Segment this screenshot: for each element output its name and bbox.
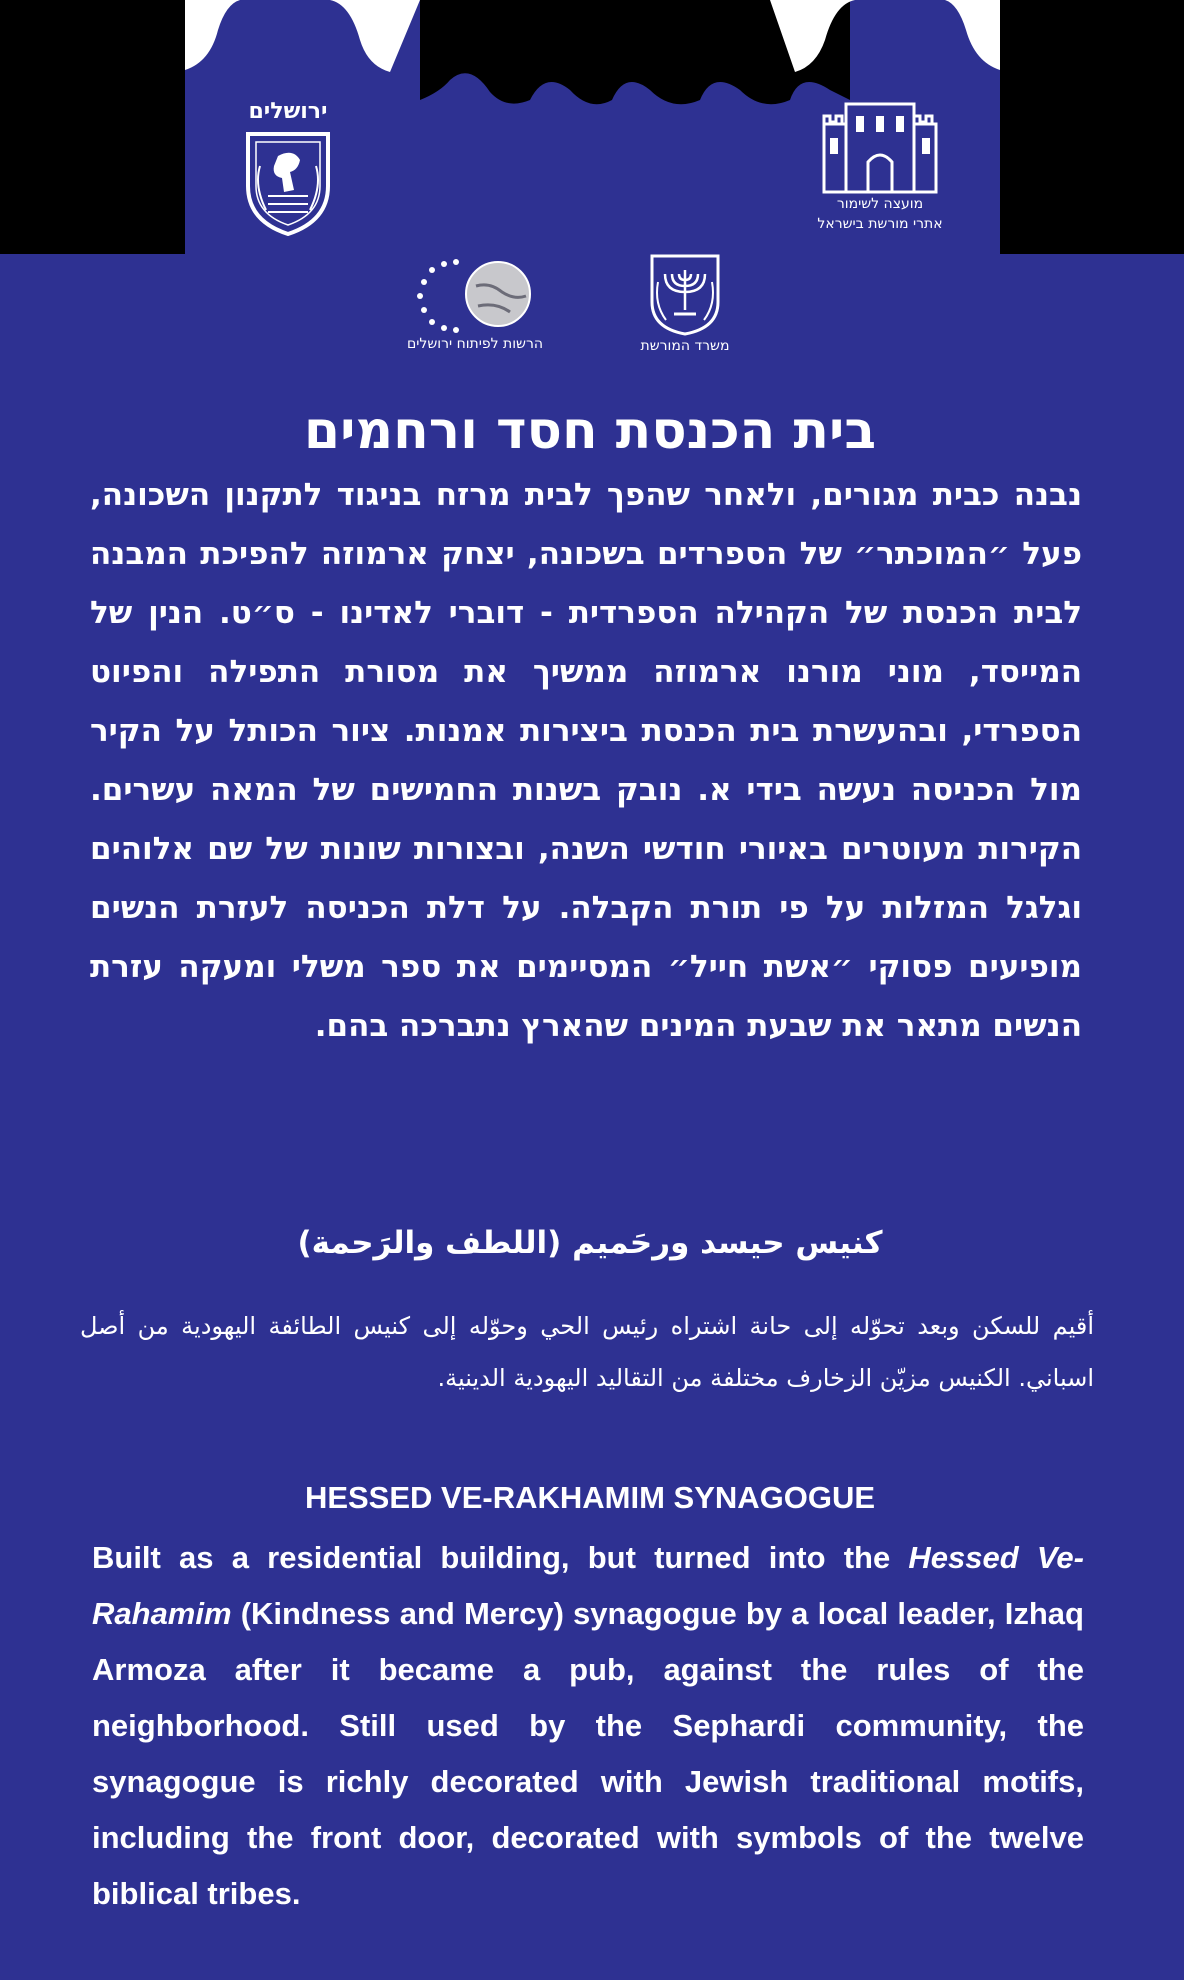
heritage-council-logo bbox=[780, 98, 980, 234]
english-title: HESSED VE-RAKHAMIM SYNAGOGUE bbox=[304, 1480, 876, 1515]
heritage-ministry-logo bbox=[630, 252, 740, 356]
english-body-part1: Built as a residential building, but turned into the bbox=[92, 1540, 909, 1575]
jerusalem-lion-emblem-icon bbox=[238, 126, 338, 236]
hebrew-title: בית הכנסת חסד ורחמים bbox=[303, 401, 877, 461]
jerusalem-development-authority-logo bbox=[370, 256, 580, 354]
jerusalem-logo bbox=[218, 98, 358, 236]
heritage-building-icon bbox=[820, 98, 940, 194]
council-caption-line1: מועצה לשימור bbox=[836, 196, 924, 212]
corner-panel-right bbox=[1000, 0, 1184, 254]
hebrew-body: נבנה כבית מגורים, ולאחר שהפך לבית מרזח בניגוד לתקנון השכונה, פעל ״המוכתר״ של הספרדים בשכונה, יצחק ארמוזה להפיכת המבנה לבית הכנסת של הקהילה הספרדית - דוברי לאדינו - ס״ט. הנין של המייסד, מוני מורנו ארמוזה ממשיך את מסורת התפילה והפיוט הספרדי, ובהעשרת בית הכנסת ביצירות אמנות. ציור הכותל על הקיר מול הכניסה נעשה בידי א. נובק בשנות החמישים של המאה עשרים. הקירות מעוטרים באיורי חודשי השנה, ובצורות שונות של שם אלוהים וגלגל המזלות על פי תורת הקבלה. על דלת הכניסה לעזרת הנשים מופיעים פסוקי ״אשת חייל״ המסיימים את ספר משלי ומעקה עזרת הנשים מתאר את שבעת המינים שהארץ נתברכה בהם. bbox=[90, 477, 1082, 1044]
menorah-emblem-icon bbox=[648, 252, 722, 336]
ministry-caption: משרד המורשת bbox=[640, 338, 730, 354]
arabic-body: أقيم للسكن وبعد تحوّله إلى حانة اشتراه رئيس الحي وحوّله إلى كنيس الطائفة اليهودية من أصل اسباني. الكنيس مزيّن الزخارف مختلفة من التقاليد اليهودية الدينية. bbox=[80, 1312, 1094, 1392]
english-body-part2: (Kindness and Mercy) synagogue by a local leader, Izhaq Armoza after it became a pub, against the rules of the neighborhood. Still used by the Sephardi community, the synagogue is richly decorated with Jewish traditional motifs, including the front door, decorated with symbols of the twelve biblical tribes. bbox=[92, 1596, 1084, 1911]
corner-panel-left bbox=[0, 0, 185, 254]
arabic-title: كنيس حيسد ورحَميم (اللطف والرَحمة) bbox=[297, 1225, 883, 1261]
authority-caption: הרשות לפיתוח ירושלים bbox=[406, 336, 544, 352]
council-caption-line2: אתרי מורשת בישראל bbox=[817, 216, 943, 232]
jerusalem-logo-text: ירושלים bbox=[248, 99, 328, 124]
english-body-synagogue-name: Hessed Ve-Rahamim bbox=[92, 1540, 1084, 1631]
english-body bbox=[92, 1530, 1084, 1922]
jda-globe-icon bbox=[410, 256, 540, 334]
